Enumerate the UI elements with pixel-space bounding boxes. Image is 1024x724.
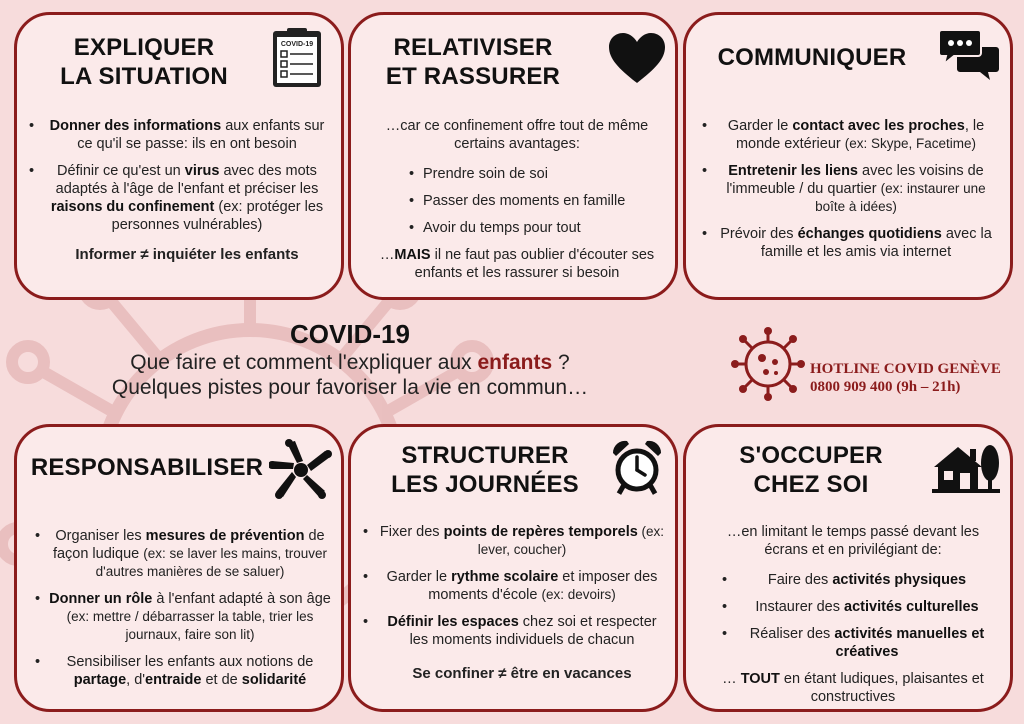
bullet-list [736,571,998,661]
card-expliquer [14,12,344,300]
card-title: STRUCTURER LES JOURNÉES [391,442,579,498]
list-item: • Définir ce qu'est un virus avec des mots adaptés à l'âge de l'enfant et préciser les raisons du confinement (ex: protéger les personnes vulnérables) [43,162,331,234]
svg-text:COVID-19: COVID-19 [280,41,314,48]
virus-icon [730,326,806,402]
center-heading [60,318,640,400]
bullet-list [377,523,667,649]
card-structurer [348,424,678,712]
list-item: • Garder le contact avec les proches, le monde extérieur (ex: Skype, Facetime) [716,117,996,153]
list-item: • Réaliser des activités manuelles et créatives [736,625,998,661]
card-tail: Informer ≠ inquiéter les enfants [75,246,299,263]
list-item: • Définir les espaces chez soi et respecter les moments individuels de chacun [377,613,667,649]
card-title: RESPONSABILISER [30,454,264,481]
hotline-block [730,326,1010,406]
bullet-list [423,165,663,237]
list-item: • Prévoir des échanges quotidiens avec la famille et les amis via internet [716,225,996,261]
card-relativiser [348,12,678,300]
main-title: COVID-19 [290,319,410,349]
list-item: • Organiser les mesures de prévention de façon ludique (ex: se laver les mains, trouver d'autres manières de se saluer) [49,527,331,581]
card-responsabiliser [14,424,344,712]
bullet-list [49,527,331,689]
list-item: • Donner un rôle à l'enfant adapté à son âge (ex: mettre / débarrasser la table, trier les journaux, faire son lit) [49,590,331,644]
card-body [377,523,667,683]
list-item: • Entretenir les liens avec les voisins de l'immeuble / du quartier (ex: instaurer une boîte à idées) [716,162,996,216]
card-body [371,117,663,282]
list-item: • Fixer des points de repères temporels (ex: lever, coucher) [377,523,667,559]
card-body [716,117,996,270]
heart-icon [609,33,665,85]
subtitle-line-1: Que faire et comment l'expliquer aux enfants ? [130,351,570,374]
card-body [708,523,998,706]
card-intro: …car ce confinement offre tout de même certains avantages: [385,118,649,152]
bullet-list [716,117,996,261]
list-item: • Instaurer des activités culturelles [736,598,998,616]
card-title: RELATIVISER ET RASSURER [385,34,561,90]
list-item: • Donner des informations aux enfants sur ce qu'il se passe: ils en ont besoin [43,117,331,153]
card-body [43,117,331,264]
hands-together-icon [269,439,333,501]
card-outro: …MAIS il ne faut pas oublier d'écouter ses enfants et les rassurer si besoin [379,247,655,281]
card-title: EXPLIQUER LA SITUATION [60,34,228,90]
card-body [49,527,331,698]
list-item: • Sensibiliser les enfants aux notions de partage, d'entraide et de solidarité [49,653,331,689]
card-title: S'OCCUPER CHEZ SOI [739,442,883,498]
list-item: • Avoir du temps pour tout [423,219,663,237]
card-tail: Se confiner ≠ être en vacances [412,665,632,682]
card-occuper [683,424,1013,712]
clipboard-icon [271,27,323,89]
list-item: • Garder le rythme scolaire et imposer des moments d'école (ex: devoirs) [377,568,667,604]
house-icon [932,437,1000,495]
card-outro: … TOUT en étant ludiques, plaisantes et constructives [722,671,984,705]
bullet-list [43,117,331,234]
hotline-number[interactable]: 0800 909 400 (9h – 21h) [810,379,961,395]
card-communiquer [683,12,1013,300]
hotline-text [810,360,1001,396]
card-intro: …en limitant le temps passé devant les écrans et en privilégiant de: [726,524,980,558]
hotline-title: HOTLINE COVID GENÈVE [810,361,1001,377]
list-item: • Prendre soin de soi [423,165,663,183]
subtitle-line-2: Quelques pistes pour favoriser la vie en commun… [111,376,589,399]
alarm-clock-icon [611,439,663,495]
chat-bubbles-icon [938,29,1000,81]
card-title: COMMUNIQUER [717,44,907,71]
list-item: • Passer des moments en famille [423,192,663,210]
list-item: • Faire des activités physiques [736,571,998,589]
